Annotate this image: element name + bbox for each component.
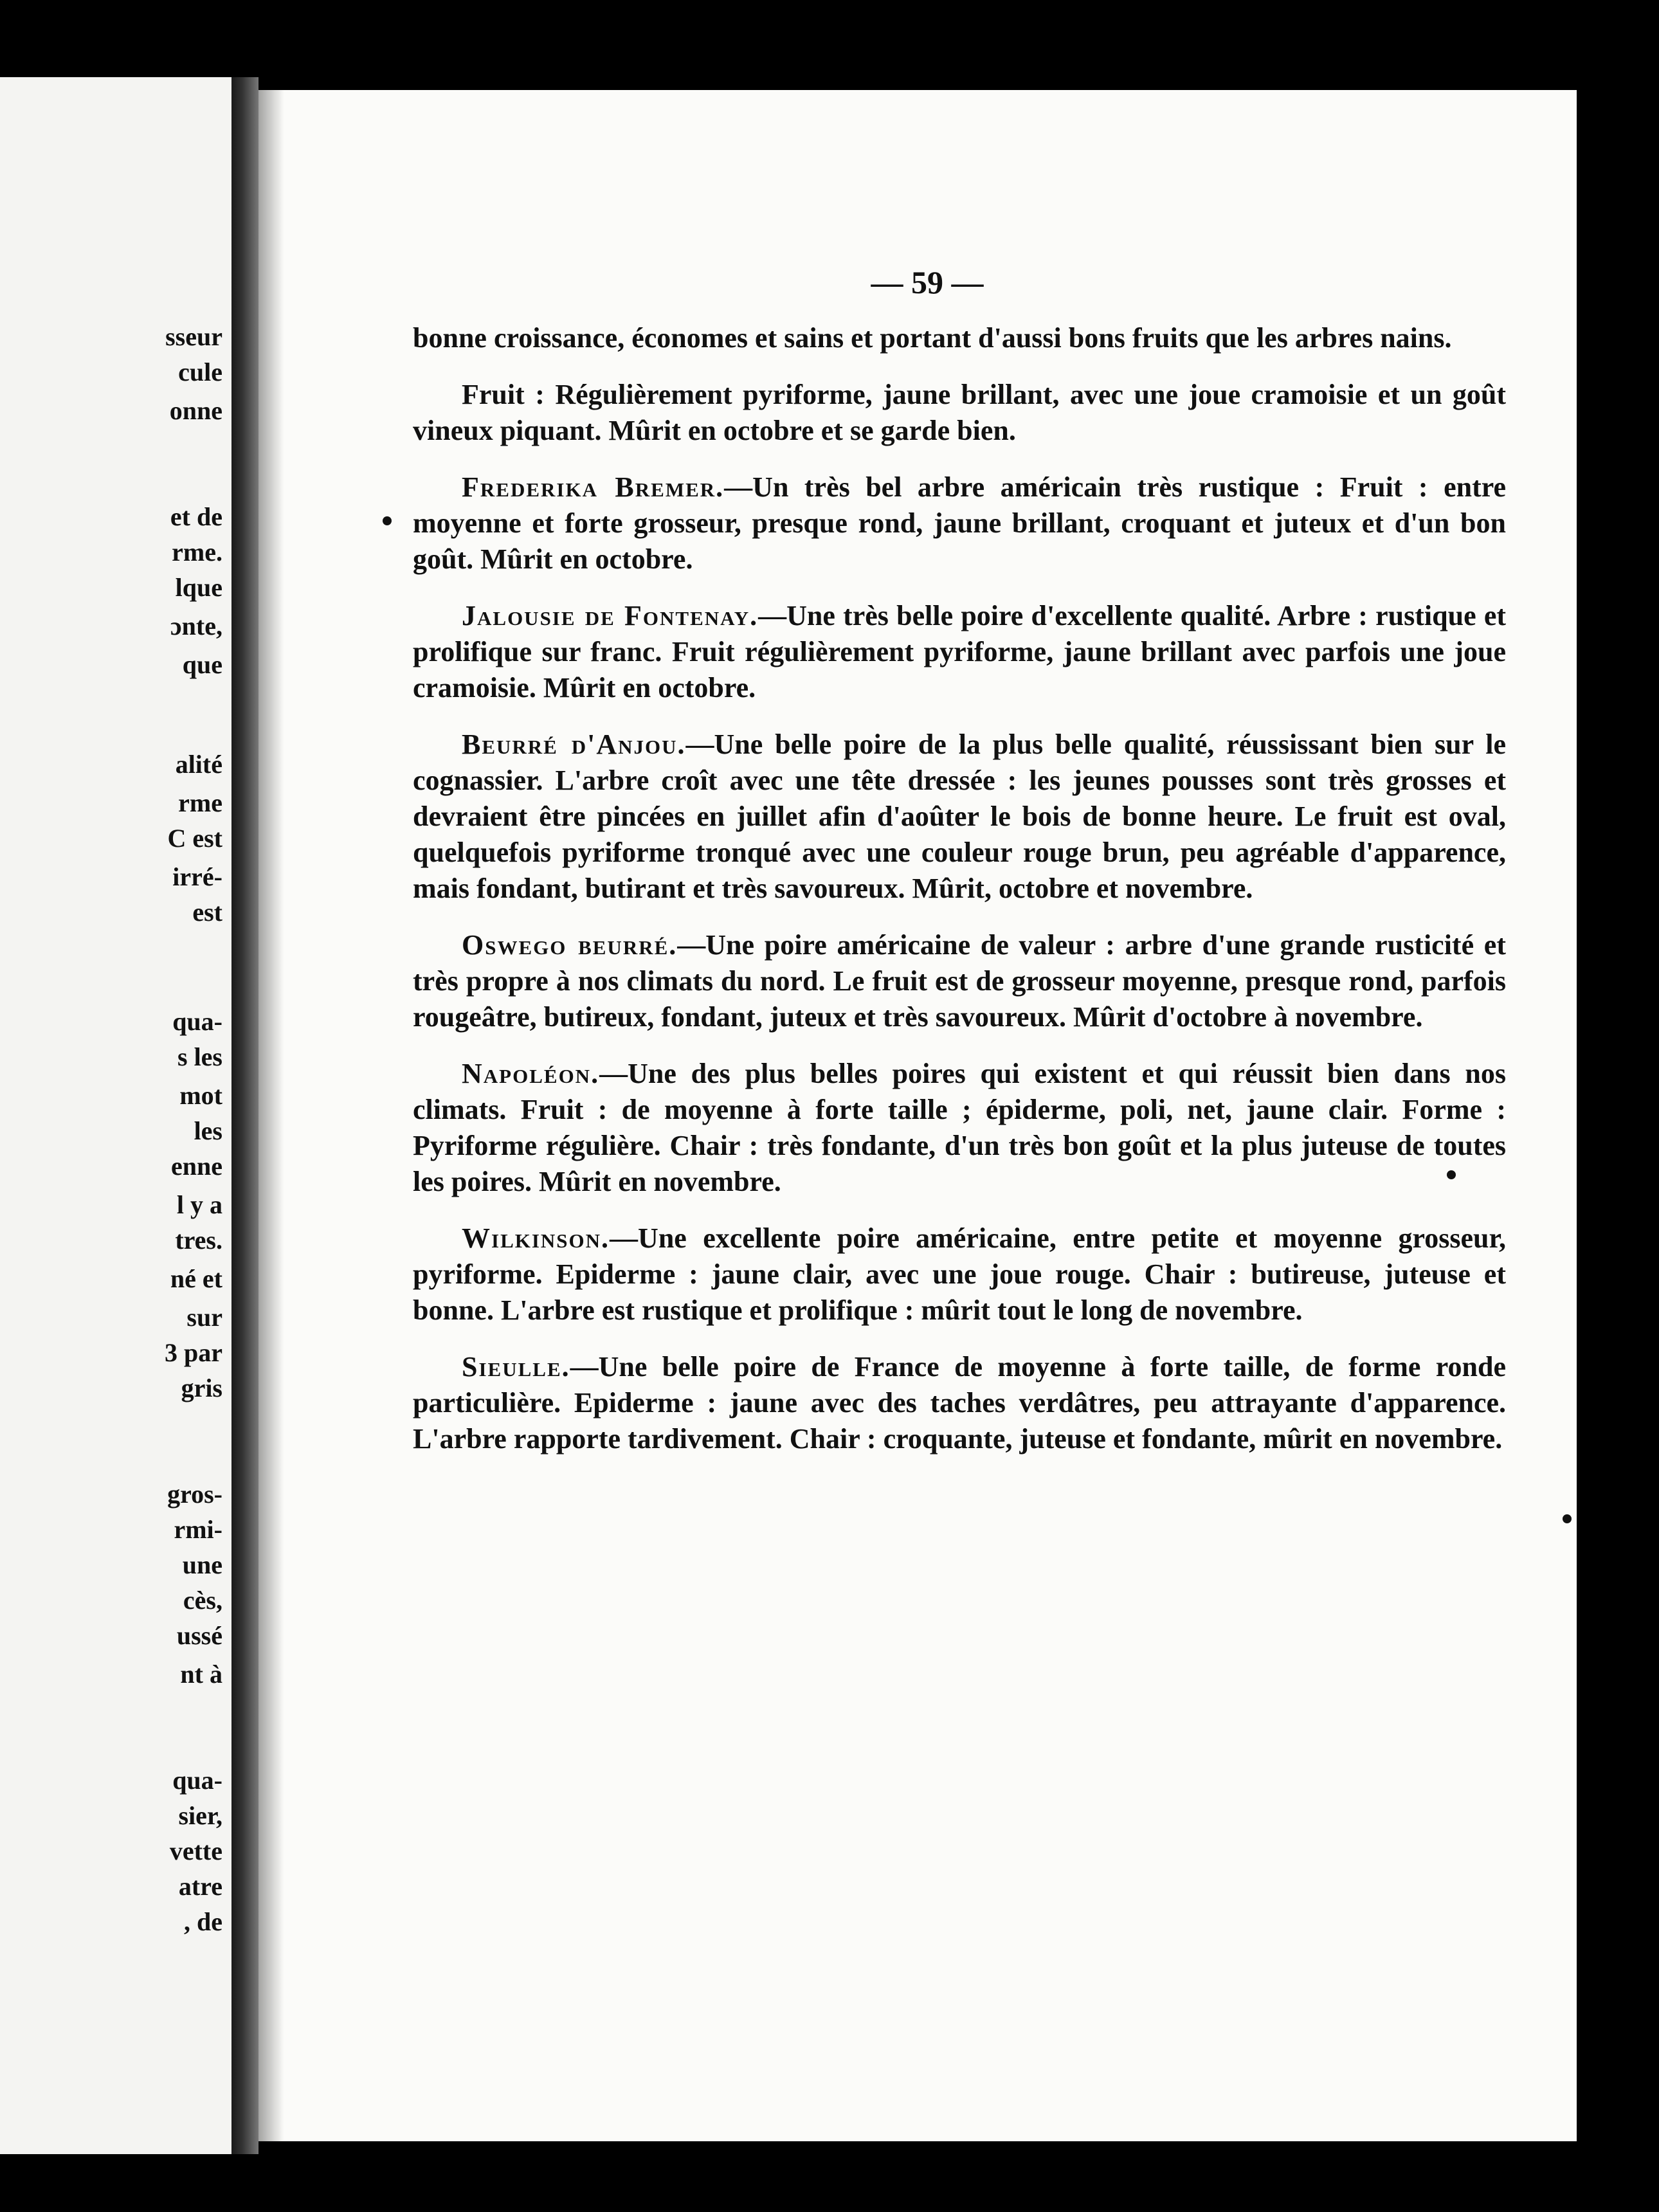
left-page-edge — [0, 77, 231, 2154]
left-page-fragment: sseur — [165, 322, 222, 351]
ink-speck — [1563, 1514, 1572, 1523]
ink-speck — [383, 516, 392, 525]
variety-description: —Une belle poire de France de moyenne à forte taille, de forme ronde particulière. Epiderme : jaune avec des taches verdâtres, peu attrayante d'apparence. L'arbre rapporte tardivement. Chair : croquante, juteuse et fondante, mûrit en novembre. — [413, 1351, 1506, 1455]
variety-description: bonne croissance, économes et sains et portant d'aussi bons fruits que les arbres nains. — [413, 322, 1452, 354]
left-page-fragment: rmi- — [174, 1515, 222, 1544]
pear-variety-paragraph — [413, 1349, 1506, 1457]
left-page-fragment: né et — [170, 1264, 222, 1293]
pear-variety-paragraph — [413, 1056, 1506, 1200]
left-page-fragment: une — [182, 1550, 222, 1579]
pear-variety-paragraph — [413, 377, 1506, 449]
pear-variety-paragraph — [413, 1220, 1506, 1328]
pear-variety-paragraph — [413, 469, 1506, 577]
left-page-fragment: , de — [184, 1907, 222, 1936]
left-page-fragment: irré- — [172, 862, 222, 891]
variety-description: —Un très bel arbre américain très rustique : Fruit : entre moyenne et forte grosseur, presque rond, jaune brillant, croquant et juteux et d'un bon goût. Mûrit en octobre. — [413, 471, 1506, 575]
left-page-fragment: mot — [179, 1081, 222, 1110]
variety-name: Jalousie de Fontenay. — [462, 600, 759, 631]
left-page-fragment: rme — [178, 788, 222, 817]
left-page-fragment: lque — [175, 573, 222, 602]
variety-description: —Une excellente poire américaine, entre petite et moyenne grosseur, pyriforme. Epiderme : jaune clair, avec une joue rouge. Chair : butireuse, juteuse et bonne. L'arbre est rustique et prolifique : mûrit tout le long de novembre. — [413, 1222, 1506, 1326]
left-page-fragment: gros- — [167, 1480, 222, 1509]
page-body — [413, 320, 1506, 1478]
left-page-fragment: ɔnte, — [170, 612, 222, 640]
left-page-fragment: qua- — [172, 1007, 222, 1036]
variety-description: —Une belle poire de la plus belle qualité, réussissant bien sur le cognassier. L'arbre croît avec une tête dressée : les jeunes pousses sont très grosses et devraient être pincées en juillet afin d'aoûter le bois de bonne heure. Le fruit est oval, quelquefois pyriforme tronqué avec une couleur rouge brun, peu agréable d'apparence, mais fondant, butirant et très savoureux. Mûrit, octobre et novembre. — [413, 729, 1506, 904]
left-page-fragment: onne — [169, 396, 222, 425]
variety-name: Napoléon. — [462, 1058, 600, 1089]
left-page-fragment: cès, — [183, 1586, 222, 1615]
left-page-fragment: ussé — [176, 1621, 222, 1650]
variety-description: —Une poire américaine de valeur : arbre d'une grande rusticité et très propre à nos climats du nord. Le fruit est de grosseur moyenne, presque rond, parfois rougeâtre, butireux, fondant, juteux et très savoureux. Mûrit d'octobre à novembre. — [413, 929, 1506, 1033]
variety-description: —Une très belle poire d'excellente qualité. Arbre : rustique et prolifique sur franc. Fruit régulièrement pyriforme, jaune brillant avec parfois une joue cramoisie. Mûrit en octobre. — [413, 600, 1506, 703]
left-page-fragment: C est — [167, 824, 222, 853]
ink-speck — [1447, 1170, 1456, 1179]
left-page-fragment: et de — [170, 502, 222, 531]
page-number: — 59 — — [871, 264, 984, 300]
left-page-fragment: enne — [171, 1152, 222, 1181]
left-page-fragment: les — [194, 1116, 222, 1145]
pear-variety-paragraph — [413, 598, 1506, 706]
left-page-fragment: atre — [178, 1872, 222, 1901]
left-page-fragment: sier, — [178, 1801, 222, 1830]
variety-name: Frederika Bremer. — [462, 471, 725, 503]
left-page-fragment: vette — [169, 1836, 222, 1865]
variety-name: Sieulle. — [462, 1351, 570, 1382]
pear-variety-paragraph — [413, 320, 1506, 356]
left-page-fragment: l y a — [176, 1190, 222, 1219]
variety-description: Fruit : Régulièrement pyriforme, jaune brillant, avec une joue cramoisie et un goût vineux piquant. Mûrit en octobre et se garde bien. — [413, 379, 1506, 446]
left-page-fragment: rme. — [172, 538, 222, 567]
left-page-fragment: sur — [186, 1303, 222, 1332]
page-shadow — [258, 90, 284, 2148]
left-page-fragment: s les — [177, 1042, 222, 1071]
variety-description: —Une des plus belles poires qui existent et qui réussit bien dans nos climats. Fruit : de moyenne à forte taille ; épiderme, poli, net, jaune clair. Forme : Pyriforme régulière. Chair : très fondante, d'un très bon goût et la plus juteuse de toutes les poires. Mûrit en novembre. — [413, 1058, 1506, 1197]
pear-variety-paragraph — [413, 927, 1506, 1035]
variety-name: Wilkinson. — [462, 1222, 610, 1254]
left-page-fragment: cule — [178, 358, 222, 386]
book-gutter — [231, 77, 258, 2154]
left-page-fragment: nt à — [180, 1660, 222, 1689]
left-page-fragment: gris — [181, 1373, 222, 1402]
variety-name: Oswego beurré. — [462, 929, 678, 961]
left-page-fragment: alité — [175, 750, 222, 779]
right-page — [258, 90, 1577, 2141]
left-page-fragment: 3 par — [165, 1338, 222, 1367]
pear-variety-paragraph — [413, 727, 1506, 907]
left-page-fragment: est — [192, 898, 222, 927]
variety-name: Beurré d'Anjou. — [462, 729, 686, 760]
left-page-fragment: qua- — [172, 1766, 222, 1795]
left-page-fragment: que — [182, 650, 222, 679]
left-page-fragment: tres. — [175, 1226, 222, 1255]
